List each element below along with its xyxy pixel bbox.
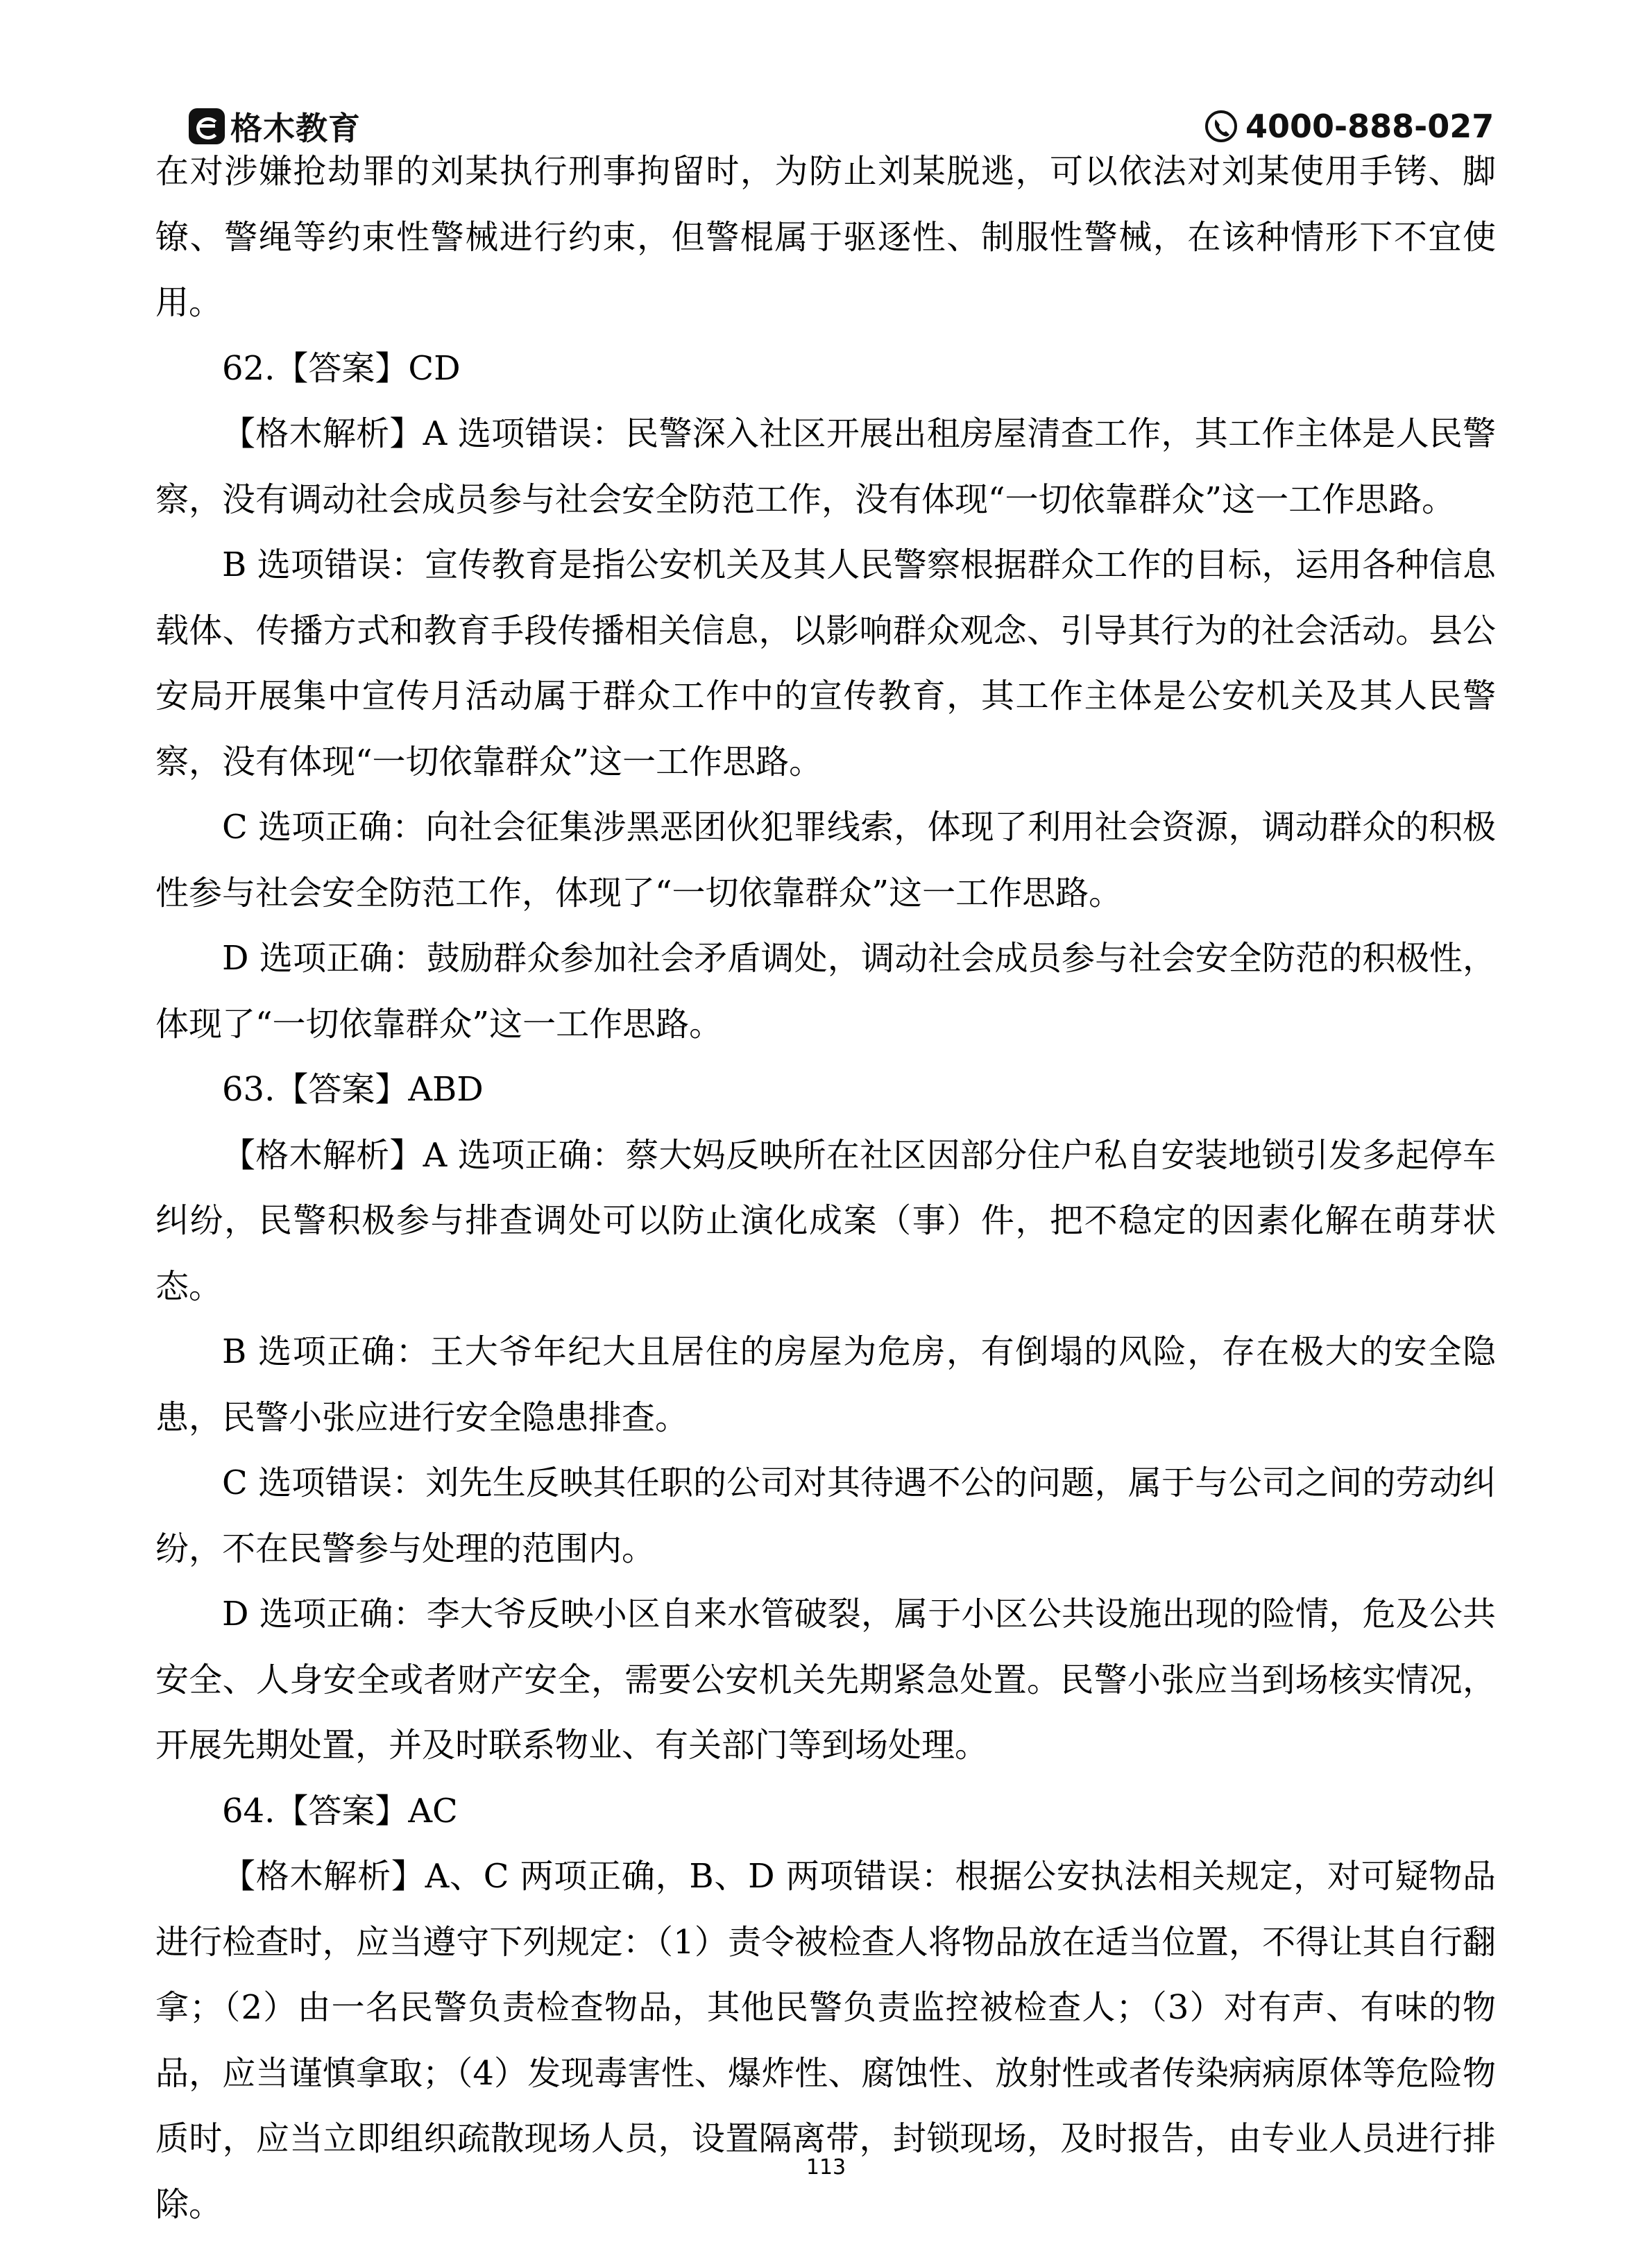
brand-name: 格木教育 (230, 110, 361, 147)
paragraph: B 选项正确：王大爷年纪大且居住的房屋为危房，有倒塌的风险，存在极大的安全隐患，民警小张应进行安全隐患排查。 (155, 1332, 1496, 1437)
answer-heading: 64.【答案】AC (222, 1791, 458, 1831)
answer-heading: 63.【答案】ABD (222, 1070, 484, 1109)
paragraph: 【格木解析】A、C 两项正确，B、D 两项错误：根据公安执法相关规定，对可疑物品进行检查时，应当遵守下列规定：（1）责令被检查人将物品放在适当位置，不得让其自行翻拿；（2）由一名民警负责检查物品，其他民警负责监控被检查人；（3）对有声、有味的物品，应当谨慎拿取；（4）发现毒害性、爆炸性、腐蚀性、放射性或者传染病病原体等危险物质时，应当立即组织疏散现场人员，设置隔离带，封锁现场，及时报告，由专业人员进行排除。 (155, 1857, 1496, 2224)
paragraph: 【格木解析】A 选项错误：民警深入社区开展出租房屋清查工作，其工作主体是人民警察，没有调动社会成员参与社会安全防范工作，没有体现“一切依靠群众”这一工作思路。 (155, 414, 1496, 519)
document-body (155, 139, 1496, 2237)
paragraph: D 选项正确：李大爷反映小区自来水管破裂，属于小区公共设施出现的险情，危及公共安全、人身安全或者财产安全，需要公安机关先期紧急处置。民警小张应当到场核实情况，开展先期处置，并及时联系物业、有关部门等到场处理。 (155, 1595, 1496, 1765)
paragraph: B 选项错误：宣传教育是指公安机关及其人民警察根据群众工作的目标，运用各种信息载体、传播方式和教育手段传播相关信息，以影响群众观念、引导其行为的社会活动。县公安局开展集中宣传月活动属于群众工作中的宣传教育，其工作主体是公安机关及其人民警察，没有体现“一切依靠群众”这一工作思路。 (155, 545, 1496, 781)
paragraph: C 选项正确：向社会征集涉黑恶团伙犯罪线索，体现了利用社会资源，调动群众的积极性参与社会安全防范工作，体现了“一切依靠群众”这一工作思路。 (155, 808, 1496, 912)
paragraph: C 选项错误：刘先生反映其任职的公司对其待遇不公的问题，属于与公司之间的劳动纠纷，不在民警参与处理的范围内。 (155, 1463, 1496, 1568)
paragraph: 【格木解析】A 选项正确：蔡大妈反映所在社区因部分住户私自安装地锁引发多起停车纠纷，民警积极参与排查调处可以防止演化成案（事）件，把不稳定的因素化解在萌芽状态。 (155, 1135, 1496, 1306)
page-number: 113 (806, 2155, 846, 2180)
paragraph: 在对涉嫌抢劫罪的刘某执行刑事拘留时，为防止刘某脱逃，可以依法对刘某使用手铐、脚镣、警绳等约束性警械进行约束，但警棍属于驱逐性、制服性警械，在该种情形下不宜使用。 (155, 152, 1496, 322)
answer-heading: 62.【答案】CD (222, 348, 461, 388)
paragraph: D 选项正确：鼓励群众参加社会矛盾调处，调动社会成员参与社会安全防范的积极性，体现了“一切依靠群众”这一工作思路。 (155, 939, 1496, 1044)
phone-number: 4000-888-027 (1245, 108, 1495, 145)
